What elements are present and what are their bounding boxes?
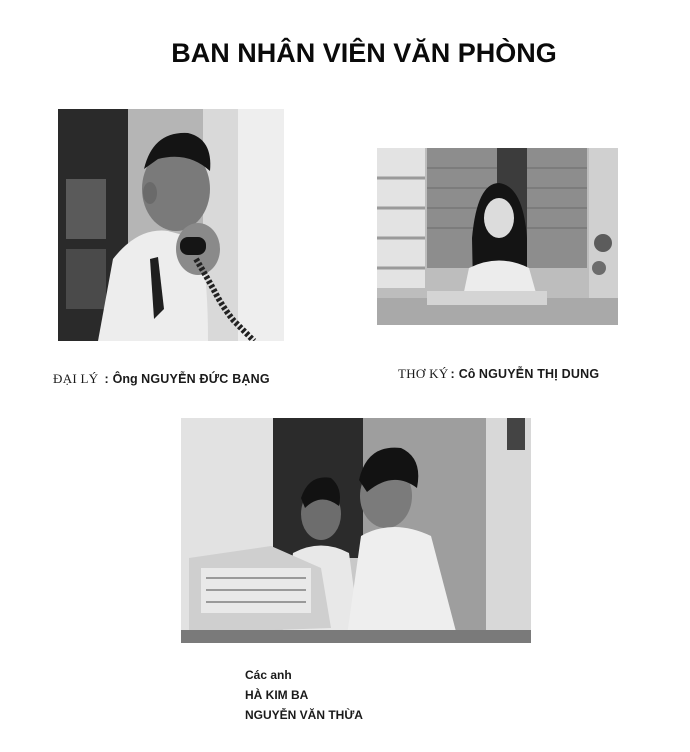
photo-secretary-at-desk	[377, 148, 618, 325]
caption-colon: :	[104, 372, 109, 386]
caption-person-name: NGUYỄN ĐỨC BẠNG	[141, 372, 270, 386]
page-title: BAN NHÂN VIÊN VĂN PHÒNG	[171, 38, 557, 68]
caption-colon: :	[450, 367, 455, 381]
caption-intro: Các anh	[245, 668, 292, 682]
caption-agent	[53, 371, 270, 387]
caption-secretary	[398, 366, 599, 382]
caption-honorific: Ông	[112, 372, 138, 386]
photo-agent-on-phone	[58, 109, 284, 341]
caption-person-name: NGUYỄN VĂN THỪA	[245, 708, 363, 722]
caption-role: THƠ KÝ	[398, 366, 449, 381]
photo-clerks-at-typewriter	[181, 418, 531, 643]
caption-honorific: Cô	[458, 367, 476, 381]
caption-role: ĐẠI LÝ	[53, 371, 99, 386]
caption-person-name: HÀ KIM BA	[245, 688, 309, 702]
caption-person-name: NGUYỄN THỊ DUNG	[478, 367, 600, 381]
caption-clerks	[245, 665, 363, 725]
